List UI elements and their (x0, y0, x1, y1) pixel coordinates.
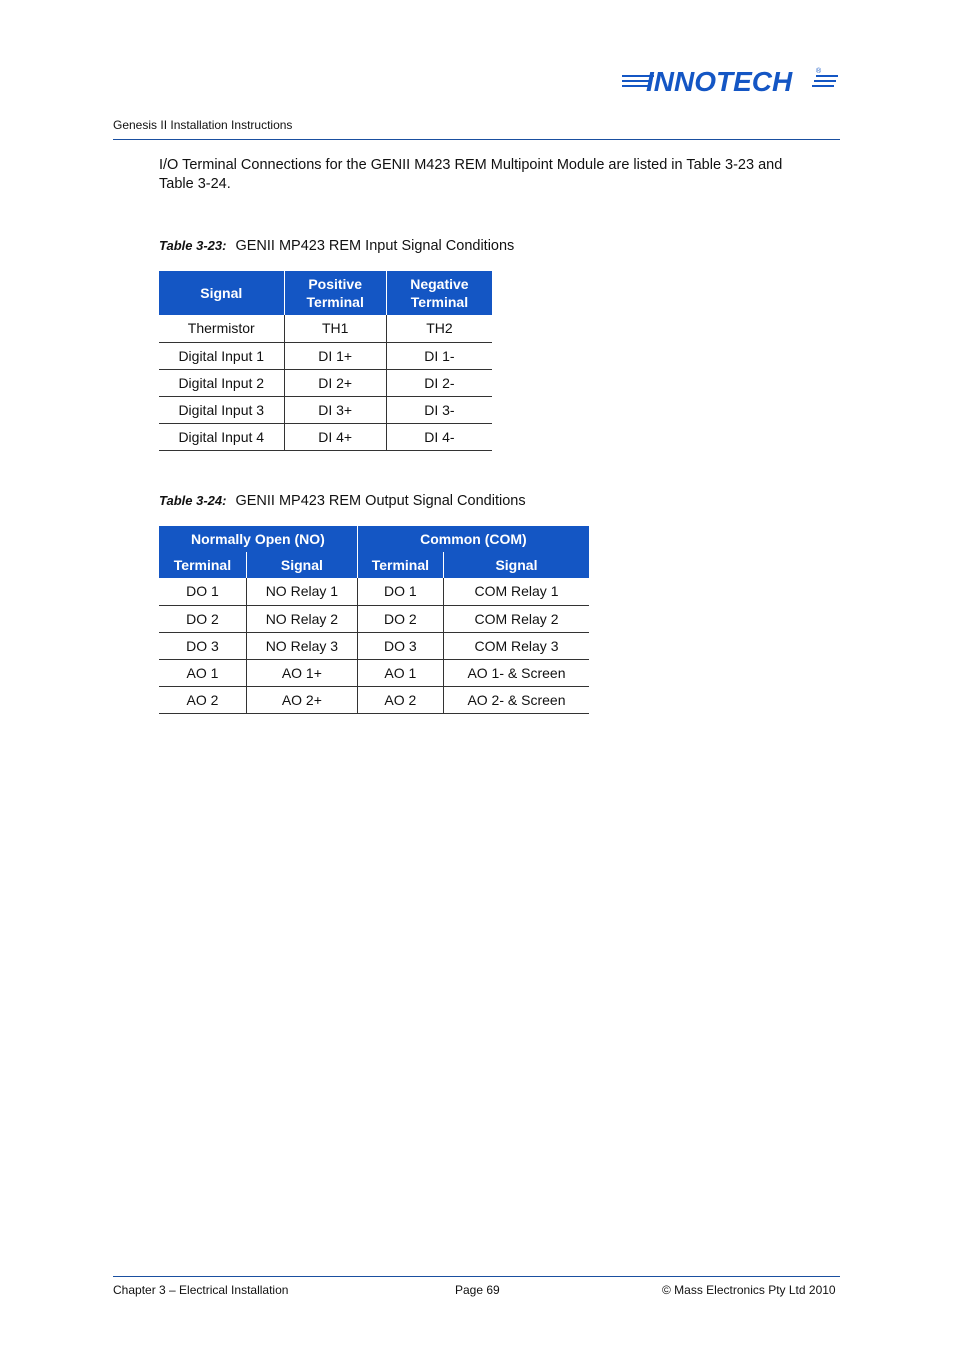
table-cell: Digital Input 4 (159, 423, 284, 450)
table-cell: Digital Input 1 (159, 342, 284, 369)
table-row (159, 396, 492, 423)
table-cell: DO 2 (357, 605, 443, 632)
table-cell: Thermistor (159, 315, 284, 342)
table-cell: AO 2- & Screen (443, 686, 589, 713)
table1-caption (159, 238, 514, 254)
col-header-positive-terminal: Positive Terminal (284, 271, 386, 315)
table2-caption-number: Table 3-24: (159, 493, 227, 508)
table-cell: NO Relay 2 (246, 605, 357, 632)
footer-page-number: Page 69 (455, 1283, 500, 1297)
table-cell: COM Relay 1 (443, 578, 589, 605)
table-row (159, 315, 492, 342)
table-cell: DO 3 (159, 632, 246, 659)
table-cell: NO Relay 1 (246, 578, 357, 605)
table-cell: DI 2- (386, 369, 492, 396)
table-cell: AO 1+ (246, 659, 357, 686)
table-cell: NO Relay 3 (246, 632, 357, 659)
table-cell: DO 1 (357, 578, 443, 605)
col-header-signal: Signal (246, 552, 357, 578)
table-cell: COM Relay 2 (443, 605, 589, 632)
table-cell: DO 2 (159, 605, 246, 632)
document-title: Genesis II Installation Instructions (113, 118, 293, 132)
table-cell: AO 2+ (246, 686, 357, 713)
table-cell: DI 4+ (284, 423, 386, 450)
table-cell: DO 1 (159, 578, 246, 605)
table-cell: TH2 (386, 315, 492, 342)
table-cell: AO 2 (357, 686, 443, 713)
group-header-normally-open: Normally Open (NO) (159, 526, 357, 552)
table-cell: DI 3- (386, 396, 492, 423)
table-row (159, 659, 589, 686)
group-header-common: Common (COM) (357, 526, 589, 552)
col-header-negative-terminal: Negative Terminal (386, 271, 492, 315)
table2-caption-text: GENII MP423 REM Output Signal Conditions (235, 493, 526, 509)
col-header-signal: Signal (443, 552, 589, 578)
table-cell: AO 1 (159, 659, 246, 686)
table-row (159, 632, 589, 659)
footer-divider (113, 1276, 840, 1277)
col-header-terminal: Terminal (357, 552, 443, 578)
svg-text:®: ® (816, 68, 822, 75)
footer-chapter: Chapter 3 – Electrical Installation (113, 1283, 289, 1297)
table2-caption (159, 493, 526, 509)
footer-copyright: © Mass Electronics Pty Ltd 2010 (662, 1283, 836, 1297)
logo-text: INNOTECH (646, 66, 793, 97)
table-cell: DI 1+ (284, 342, 386, 369)
table-cell: DI 2+ (284, 369, 386, 396)
table-cell: DI 1- (386, 342, 492, 369)
innotech-logo (620, 62, 842, 100)
intro-paragraph: I/O Terminal Connections for the GENII M423 REM Multipoint Module are listed in Table 3-23 and Table 3-24. (159, 157, 783, 192)
table-cell: Digital Input 3 (159, 396, 284, 423)
table-row (159, 578, 589, 605)
input-signal-table (159, 271, 492, 451)
table1-caption-number: Table 3-23: (159, 238, 227, 253)
output-signal-table (159, 526, 589, 714)
col-header-terminal: Terminal (159, 552, 246, 578)
table-row (159, 605, 589, 632)
table-cell: AO 1 (357, 659, 443, 686)
table-cell: DI 3+ (284, 396, 386, 423)
table-cell: Digital Input 2 (159, 369, 284, 396)
table-row (159, 423, 492, 450)
table1-caption-text: GENII MP423 REM Input Signal Conditions (235, 238, 515, 254)
table-row (159, 369, 492, 396)
table-cell: DO 3 (357, 632, 443, 659)
table-cell: DI 4- (386, 423, 492, 450)
table-cell: AO 1- & Screen (443, 659, 589, 686)
table-cell: COM Relay 3 (443, 632, 589, 659)
header-divider (113, 139, 840, 140)
table-cell: TH1 (284, 315, 386, 342)
table-row (159, 342, 492, 369)
table-cell: AO 2 (159, 686, 246, 713)
col-header-signal: Signal (159, 271, 284, 315)
table-row (159, 686, 589, 713)
